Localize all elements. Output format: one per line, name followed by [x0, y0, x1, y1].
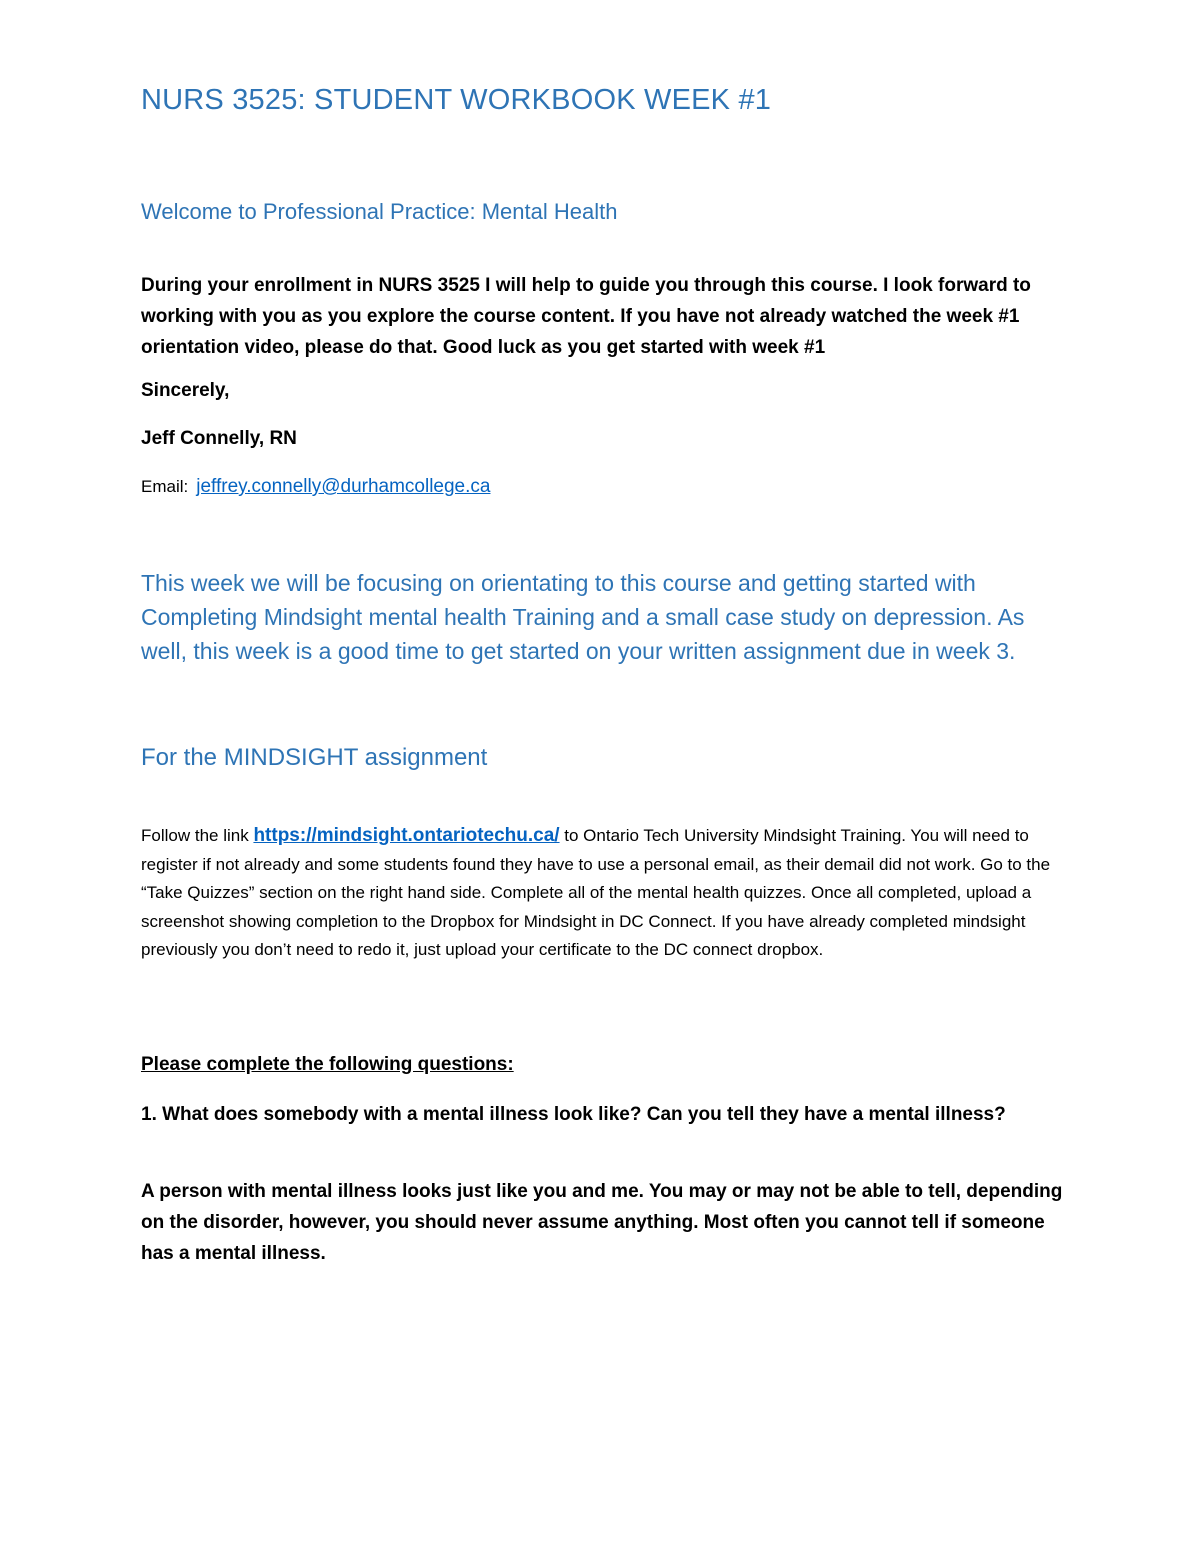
- email-link[interactable]: jeffrey.connelly@durhamcollege.ca: [196, 476, 491, 497]
- closing-text: Sincerely,: [141, 380, 230, 401]
- mindsight-link[interactable]: https://mindsight.ontariotechu.ca/: [253, 825, 560, 846]
- document-title: NURS 3525: STUDENT WORKBOOK WEEK #1: [141, 84, 772, 116]
- signature-name: Jeff Connelly, RN: [141, 428, 297, 449]
- email-line: [141, 476, 490, 498]
- week-focus-paragraph: This week we will be focusing on orientating to this course and getting started with Completing Mindsight mental health Training and a small case study on depression. As well, this week is a good time to get started on your written assignment due in week 3.: [141, 570, 1025, 664]
- mindsight-assignment-heading: For the MINDSIGHT assignment: [141, 744, 488, 771]
- questions-heading: Please complete the following questions:: [141, 1054, 514, 1075]
- email-label: Email:: [141, 477, 189, 496]
- welcome-heading: Welcome to Professional Practice: Mental Health: [141, 199, 618, 224]
- instructions-prefix: Follow the link: [141, 826, 254, 845]
- mindsight-instructions: [141, 822, 1071, 965]
- question-1: 1. What does somebody with a mental illness look like? Can you tell they have a mental illness?: [141, 1104, 1006, 1125]
- answer-1: A person with mental illness looks just like you and me. You may or may not be able to tell, depending on the disorder, however, you should never assume anything. Most often you cannot tell if someone has a mental illness.: [141, 1181, 1063, 1264]
- instructions-body: to Ontario Tech University Mindsight Training. You will need to register if not already and some students found they have to use a personal email, as their demail did not work. Go to the “Take Quizzes” section on the right hand side. Complete all of the mental health quizzes. Once all completed, upload a screenshot showing completion to the Dropbox for Mindsight in DC Connect. If you have already completed mindsight previously you don’t need to redo it, just upload your certificate to the DC connect dropbox.: [141, 826, 1051, 959]
- intro-paragraph: During your enrollment in NURS 3525 I will help to guide you through this course. I look forward to working with you as you explore the course content. If you have not already watched the week #1 orientation video, please do that. Good luck as you get started with week #1: [141, 275, 1031, 358]
